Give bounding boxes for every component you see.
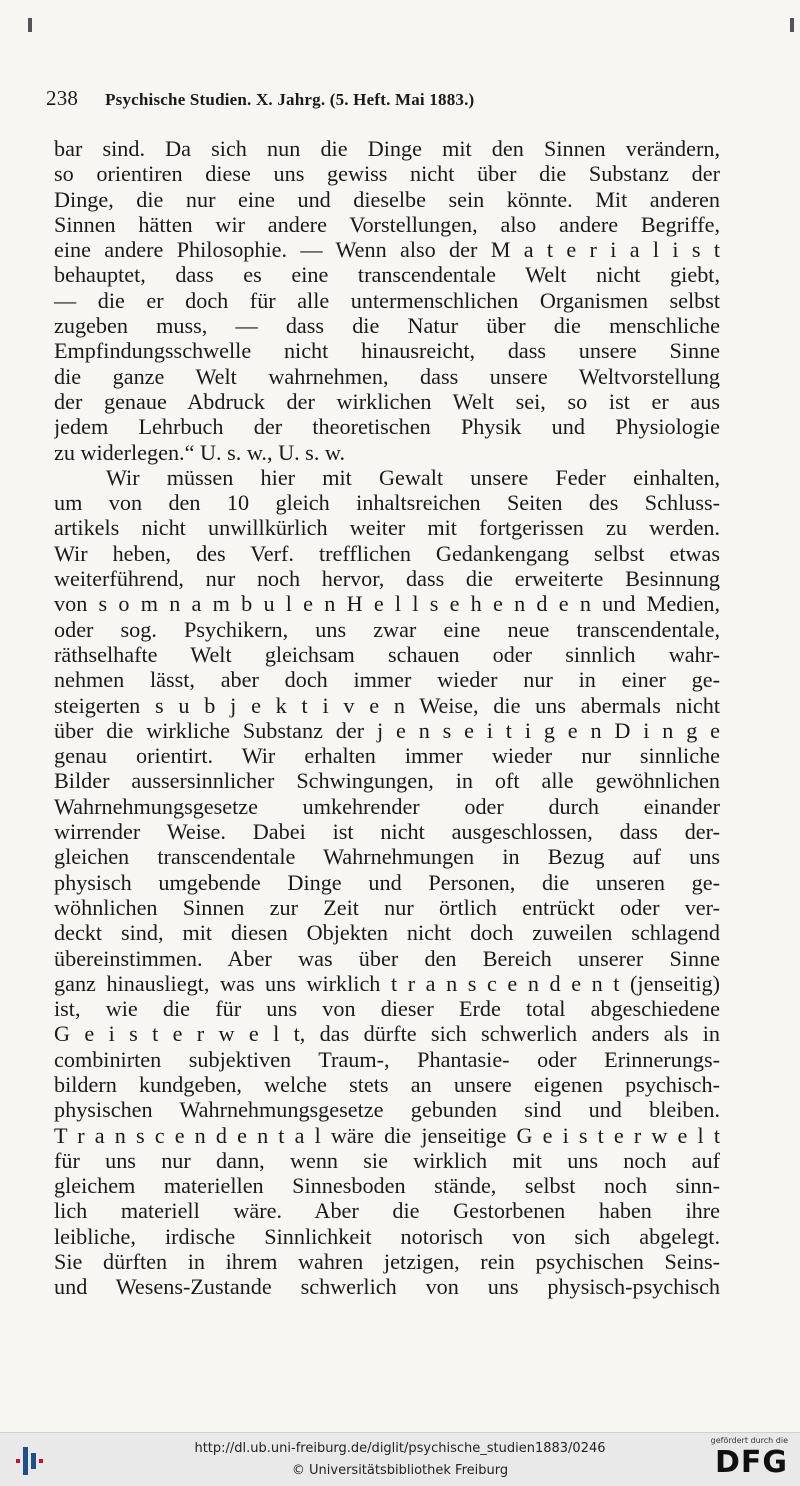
text-line: gleichen transcendentale Wahrnehmungen in Bezug auf uns [54, 844, 720, 870]
text-line: Dinge, die nur eine und dieselbe sein könnte. Mit anderen [54, 186, 720, 212]
text-line: Sie dürften in ihrem wahren jetzigen, rein psychischen Seins- [54, 1249, 720, 1275]
text-line: G e i s t e r w e l t, das dürfte sich schwerlich anders als in [54, 1021, 720, 1047]
scan-edge-mark [790, 18, 794, 32]
text-line: über die wirkliche Substanz der j e n s e i t i g e n D i n g e [54, 717, 720, 743]
dfg-logo: DFG [714, 1445, 788, 1480]
text-line: jedem Lehrbuch der theoretischen Physik und Physiologie [54, 414, 720, 440]
text-line: so orientiren diese uns gewiss nicht über die Substanz der [54, 161, 720, 187]
text-line: räthselhafte Welt gleichsam schauen oder sinnlich wahr- [54, 641, 720, 667]
text-line: Wahrnehmungsgesetze umkehrender oder durch einander [54, 793, 720, 819]
text-line: zu widerlegen.“ U. s. w., U. s. w. [54, 439, 346, 465]
text-line: nehmen lässt, aber doch immer wieder nur in einer ge- [54, 667, 720, 693]
text-line: von s o m n a m b u l e n H e l l s e h e n d e n und Medien, [54, 591, 720, 617]
text-line: Empfindungsschwelle nicht hinausreicht, dass unsere Sinne [54, 338, 720, 364]
text-line: T r a n s c e n d e n t a l wäre die jenseitige G e i s t e r w e l t [54, 1122, 720, 1148]
scan-edge-mark [28, 18, 32, 32]
text-line: behauptet, dass es eine transcendentale Welt nicht giebt, [54, 262, 720, 288]
text-line: physisch umgebende Dinge und Personen, die unseren ge- [54, 869, 720, 895]
text-line: gleichem materiellen Sinnesboden stände, selbst noch sinn- [54, 1173, 720, 1199]
text-line: lich materiell wäre. Aber die Gestorbenen haben ihre [54, 1198, 720, 1224]
text-line: der genaue Abdruck der wirklichen Welt sei, so ist er aus [54, 388, 720, 414]
text-line: Wir müssen hier mit Gewalt unsere Feder einhalten, [106, 464, 720, 490]
text-line: oder sog. Psychikern, uns zwar eine neue transcendentale, [54, 616, 720, 642]
permalink-url[interactable]: http://dl.ub.uni-freiburg.de/diglit/psychische_studien1883/0246 [194, 1441, 606, 1456]
text-line: für uns nur dann, wenn sie wirklich mit uns noch auf [54, 1147, 720, 1173]
dfg-tagline: gefördert durch die [710, 1436, 788, 1445]
text-line: ganz hinausliegt, was uns wirklich t r a n s c e n d e n t (jenseitig) [54, 970, 720, 996]
text-line: deckt sind, mit diesen Objekten nicht doch zuweilen schlagend [54, 920, 720, 946]
text-line: zugeben muss, — dass die Natur über die menschliche [54, 313, 720, 339]
text-line: — die er doch für alle untermenschlichen Organismen selbst [54, 287, 720, 313]
text-line: Wir heben, des Verf. trefflichen Gedankengang selbst etwas [54, 540, 720, 566]
text-line: ist, wie die für uns von dieser Erde total abgeschiedene [54, 996, 720, 1022]
text-line: eine andere Philosophie. — Wenn also der M a t e r i a l i s t [54, 237, 720, 263]
text-line: genau orientirt. Wir erhalten immer wieder nur sinnliche [54, 743, 720, 769]
text-line: übereinstimmen. Aber was über den Bereich unserer Sinne [54, 945, 720, 971]
text-line: und Wesens-Zustande schwerlich von uns physisch-psychisch [54, 1274, 720, 1300]
body-text [54, 136, 720, 1300]
text-line: artikels nicht unwillkürlich weiter mit fortgerissen zu werden. [54, 515, 720, 541]
text-line: weiterführend, nur noch hervor, dass die erweiterte Besinnung [54, 566, 720, 592]
text-line: physischen Wahrnehmungsgesetze gebunden sind und bleiben. [54, 1097, 720, 1123]
running-header [46, 86, 726, 116]
page-number: 238 [46, 86, 79, 110]
text-line: bildern kundgeben, welche stets an unsere eigenen psychisch- [54, 1071, 720, 1097]
viewer-footer [0, 1432, 800, 1486]
text-line: leibliche, irdische Sinnlichkeit notorisch von sich abgelegt. [54, 1223, 720, 1249]
text-line: die ganze Welt wahrnehmen, dass unsere Weltvorstellung [54, 363, 720, 389]
text-line: steigerten s u b j e k t i v e n Weise, die uns abermals nicht [54, 692, 720, 718]
journal-title: Psychische Studien. X. Jahrg. (5. Heft. Mai 1883.) [105, 90, 475, 109]
text-line: Bilder aussersinnlicher Schwingungen, in oft alle gewöhnlichen [54, 768, 720, 794]
text-line: bar sind. Da sich nun die Dinge mit den Sinnen verändern, [54, 136, 720, 161]
text-line: wöhnlichen Sinnen zur Zeit nur örtlich entrückt oder ver- [54, 894, 720, 920]
text-line: wirrender Weise. Dabei ist nicht ausgeschlossen, dass der- [54, 819, 720, 845]
text-line: combinirten subjektiven Traum-, Phantasie- oder Erinnerungs- [54, 1046, 720, 1072]
copyright-notice: © Universitätsbibliothek Freiburg [291, 1463, 509, 1478]
text-line: um von den 10 gleich inhaltsreichen Seiten des Schluss- [54, 490, 720, 516]
text-line: Sinnen hätten wir andere Vorstellungen, also andere Begriffe, [54, 211, 720, 237]
